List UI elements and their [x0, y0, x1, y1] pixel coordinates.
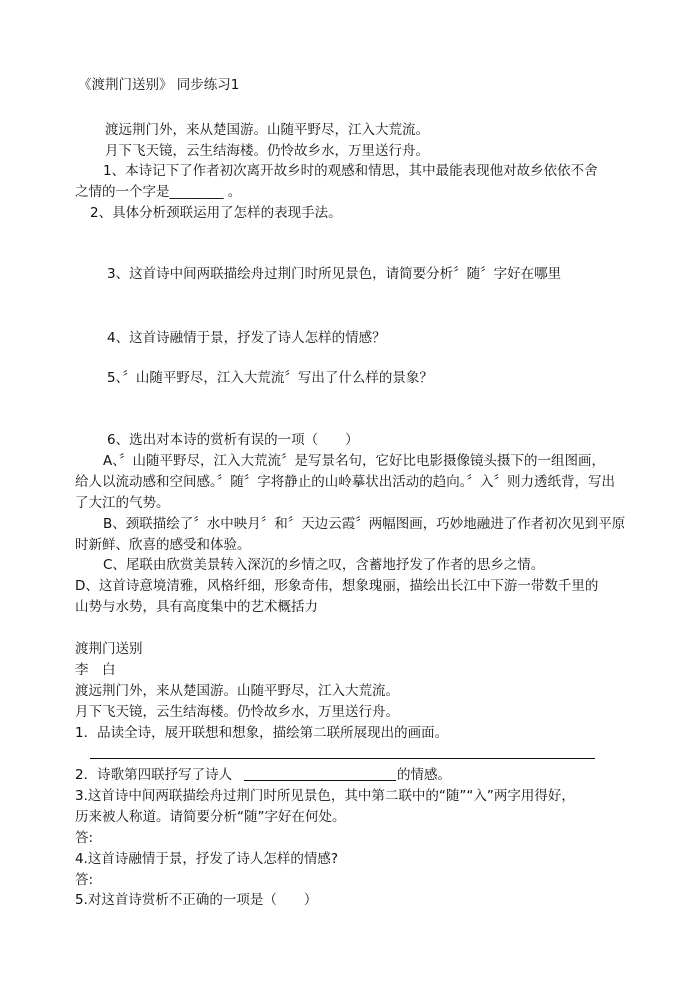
poem-line: 渡远荆门外，来从楚国游。山随平野尽，江入大荒流。: [105, 122, 429, 138]
option-a-cont: 了大江的气势。: [75, 495, 170, 511]
option-a-cont: 给人以流动感和空间感。〞随〞字将静止的山岭摹状出活动的趋向。〞入〞则力透纸背，写出: [75, 474, 615, 490]
option-c: C、尾联由欣赏美景转入深沉的乡情之叹，含蓄地抒发了作者的思乡之情。: [103, 557, 545, 573]
question-1-cont: 之情的一个字是________ 。: [75, 184, 242, 200]
option-d: D、这首诗意境清雅，风格纤细，形象奇伟，想象瑰丽，描绘出长江中下游一带数千里的: [75, 578, 599, 594]
option-b: B、颈联描绘了〞水中映月〞和〞天边云霞〞两幅图画，巧妙地融进了作者初次见到平原: [103, 516, 626, 532]
question-3-cont: 历来被人称道。请简要分析“随”字好在何处。: [75, 809, 346, 825]
question-4: 4.这首诗融情于景，抒发了诗人怎样的情感?: [75, 851, 339, 867]
answer-label: 答:: [75, 830, 94, 846]
option-d-cont: 山势与水势，具有高度集中的艺术概括力: [75, 599, 318, 615]
question-6: 6、选出对本诗的赏析有误的一项（ ）: [107, 432, 359, 448]
option-b-cont: 时新鲜、欣喜的感受和体验。: [75, 537, 251, 553]
question-5: 5.对这首诗赏析不正确的一项是（ ）: [75, 892, 318, 908]
section-heading: 渡荆门送别: [75, 641, 143, 657]
question-3: 3.这首诗中间两联描绘舟过荆门时所见景色，其中第二联中的“随”“入”两字用得好，: [75, 788, 575, 804]
question-1: 1、本诗记下了作者初次离开故乡时的观感和情思，其中最能表现他对故乡依依不舍: [103, 163, 598, 179]
document-title: 《渡荆门送别》 同步练习1: [78, 77, 240, 93]
author: 李 白: [75, 662, 116, 678]
question-5: 5、〞山随平野尽，江入大荒流〞写出了什么样的景象？: [107, 370, 433, 386]
question-2: 2、具体分析颈联运用了怎样的表现手法。: [90, 205, 342, 221]
question-2-start: 2．诗歌第四联抒写了诗人: [75, 767, 233, 783]
poem-line: 渡远荆门外，来从楚国游。山随平野尽，江入大荒流。: [75, 683, 399, 699]
question-2-end: 的情感。: [397, 767, 451, 783]
answer-blank[interactable]: [244, 780, 396, 781]
question-3: 3、这首诗中间两联描绘舟过荆门时所见景色，请简要分析〞随〞字好在哪里: [107, 266, 562, 282]
answer-label: 答:: [75, 872, 94, 888]
question-1: 1．品读全诗，展开联想和想象，描绘第二联所展现出的画面。: [75, 725, 449, 741]
answer-line[interactable]: [90, 758, 595, 759]
poem-line: 月下飞天镜，云生结海楼。仍怜故乡水，万里送行舟。: [75, 704, 399, 720]
poem-line: 月下飞天镜，云生结海楼。仍怜故乡水，万里送行舟。: [105, 143, 429, 159]
option-a: A、〞山随平野尽，江入大荒流〞是写景名句，它好比电影摄像镜头摄下的一组图画，: [103, 453, 605, 469]
question-4: 4、这首诗融情于景，抒发了诗人怎样的情感？: [107, 330, 386, 346]
